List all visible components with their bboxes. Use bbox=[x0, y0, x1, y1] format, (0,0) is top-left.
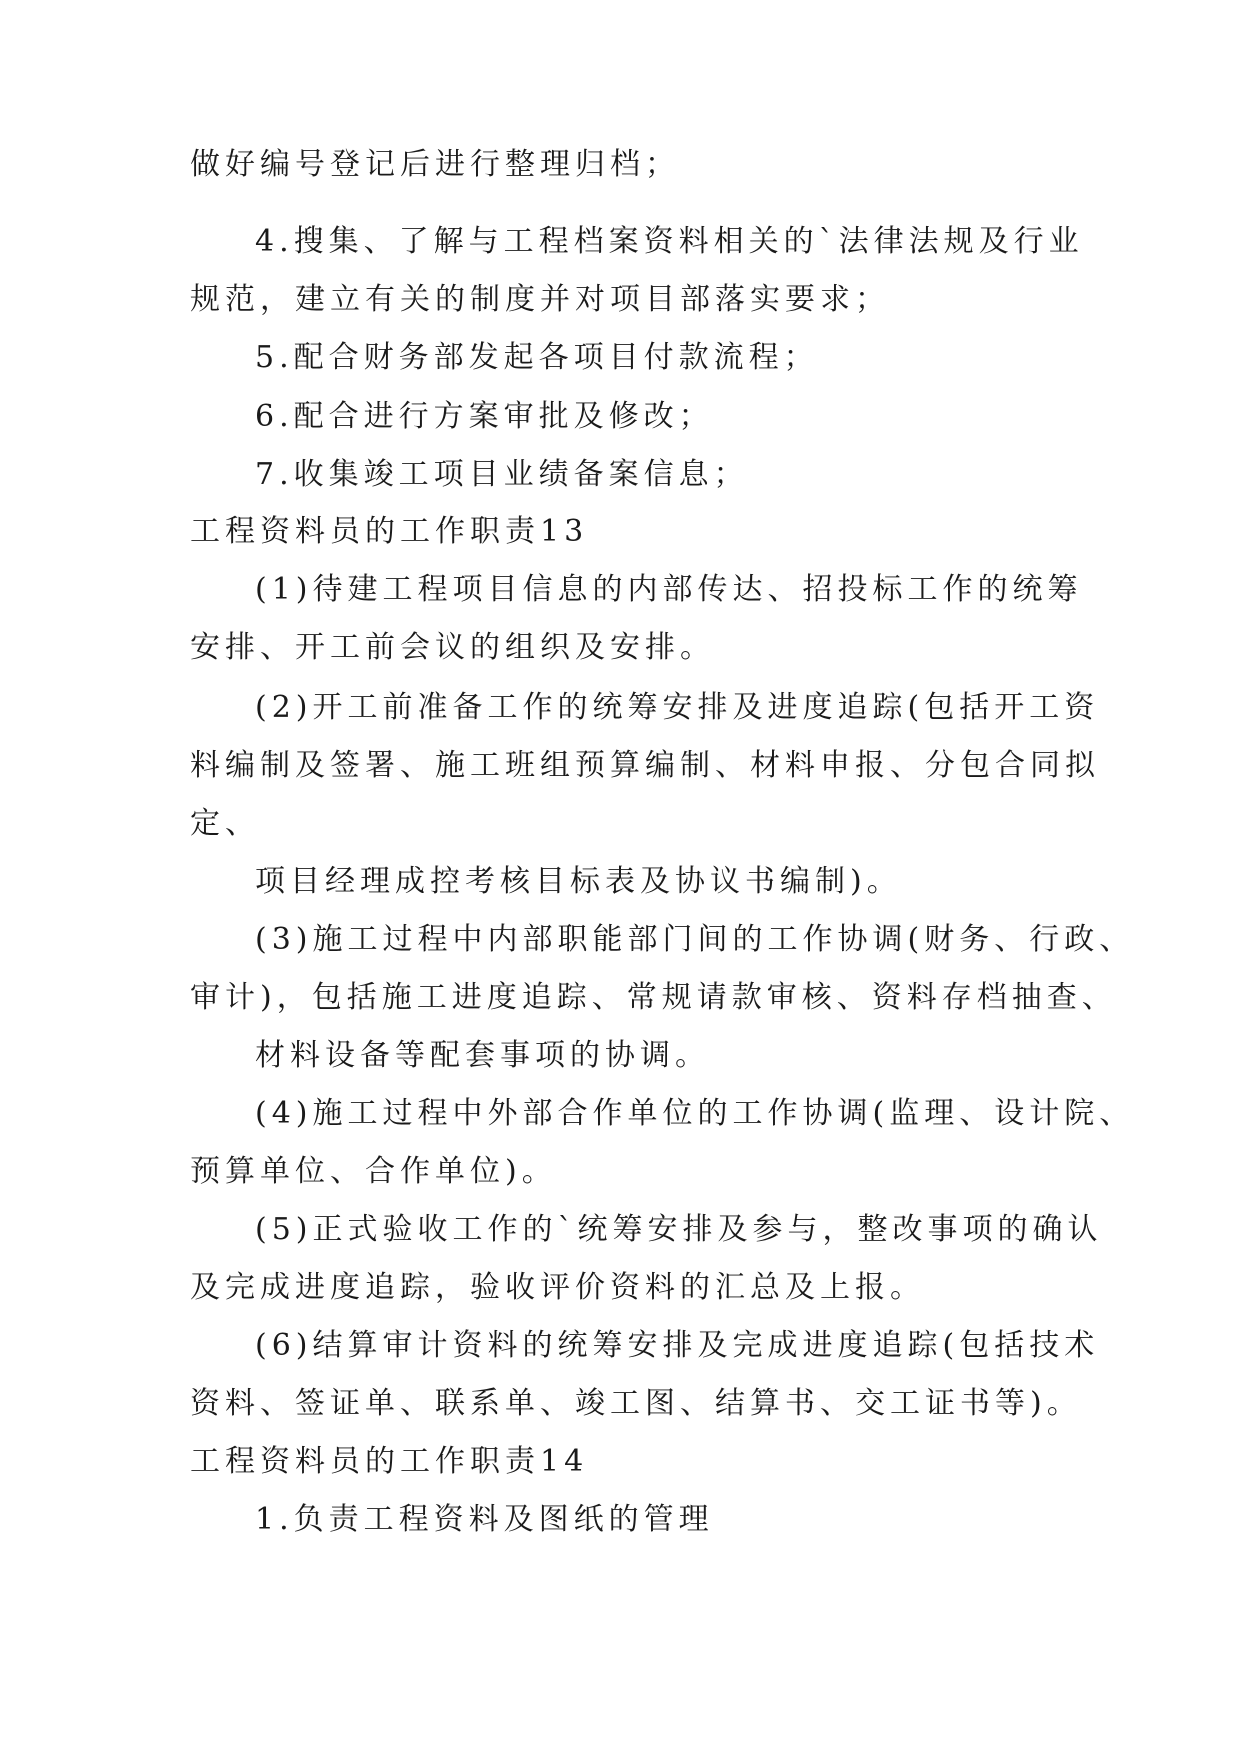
text-line: 资料、签证单、联系单、竣工图、结算书、交工证书等)。 bbox=[190, 1386, 1082, 1421]
text-line: 项目经理成控考核目标表及协议书编制)。 bbox=[255, 864, 902, 899]
text-line: (5)正式验收工作的`统筹安排及参与，整改事项的确认 bbox=[255, 1212, 1103, 1247]
text-line: 预算单位、合作单位)。 bbox=[190, 1154, 557, 1189]
text-line: 4.搜集、了解与工程档案资料相关的`法律法规及行业 bbox=[255, 224, 1084, 259]
text-line: 及完成进度追踪，验收评价资料的汇总及上报。 bbox=[190, 1270, 925, 1305]
text-line: (1)待建工程项目信息的内部传达、招投标工作的统筹 bbox=[255, 572, 1083, 607]
text-line: (2)开工前准备工作的统筹安排及进度追踪(包括开工资 bbox=[255, 690, 1100, 725]
text-line: (6)结算审计资料的统筹安排及完成进度追踪(包括技术 bbox=[255, 1328, 1100, 1363]
section-heading: 工程资料员的工作职责13 bbox=[190, 514, 589, 549]
section-heading: 工程资料员的工作职责14 bbox=[190, 1444, 589, 1479]
text-line: 规范，建立有关的制度并对项目部落实要求； bbox=[190, 282, 890, 317]
text-line: 料编制及签署、施工班组预算编制、材料申报、分包合同拟 bbox=[190, 748, 1100, 783]
text-line: 7.收集竣工项目业绩备案信息； bbox=[255, 457, 749, 492]
text-line: 安排、开工前会议的组织及安排。 bbox=[190, 630, 715, 665]
text-line: 5.配合财务部发起各项目付款流程； bbox=[255, 340, 819, 375]
text-line: 审计)，包括施工进度追踪、常规请款审核、资料存档抽查、 bbox=[190, 980, 1117, 1015]
text-line: 定、 bbox=[190, 806, 260, 841]
text-line: (3)施工过程中内部职能部门间的工作协调(财务、行政、 bbox=[255, 922, 1135, 957]
text-line: 材料设备等配套事项的协调。 bbox=[255, 1038, 710, 1073]
text-line: 1.负责工程资料及图纸的管理 bbox=[255, 1502, 714, 1537]
text-line: (4)施工过程中外部合作单位的工作协调(监理、设计院、 bbox=[255, 1096, 1135, 1131]
text-line: 做好编号登记后进行整理归档； bbox=[190, 147, 680, 182]
text-line: 6.配合进行方案审批及修改； bbox=[255, 399, 714, 434]
